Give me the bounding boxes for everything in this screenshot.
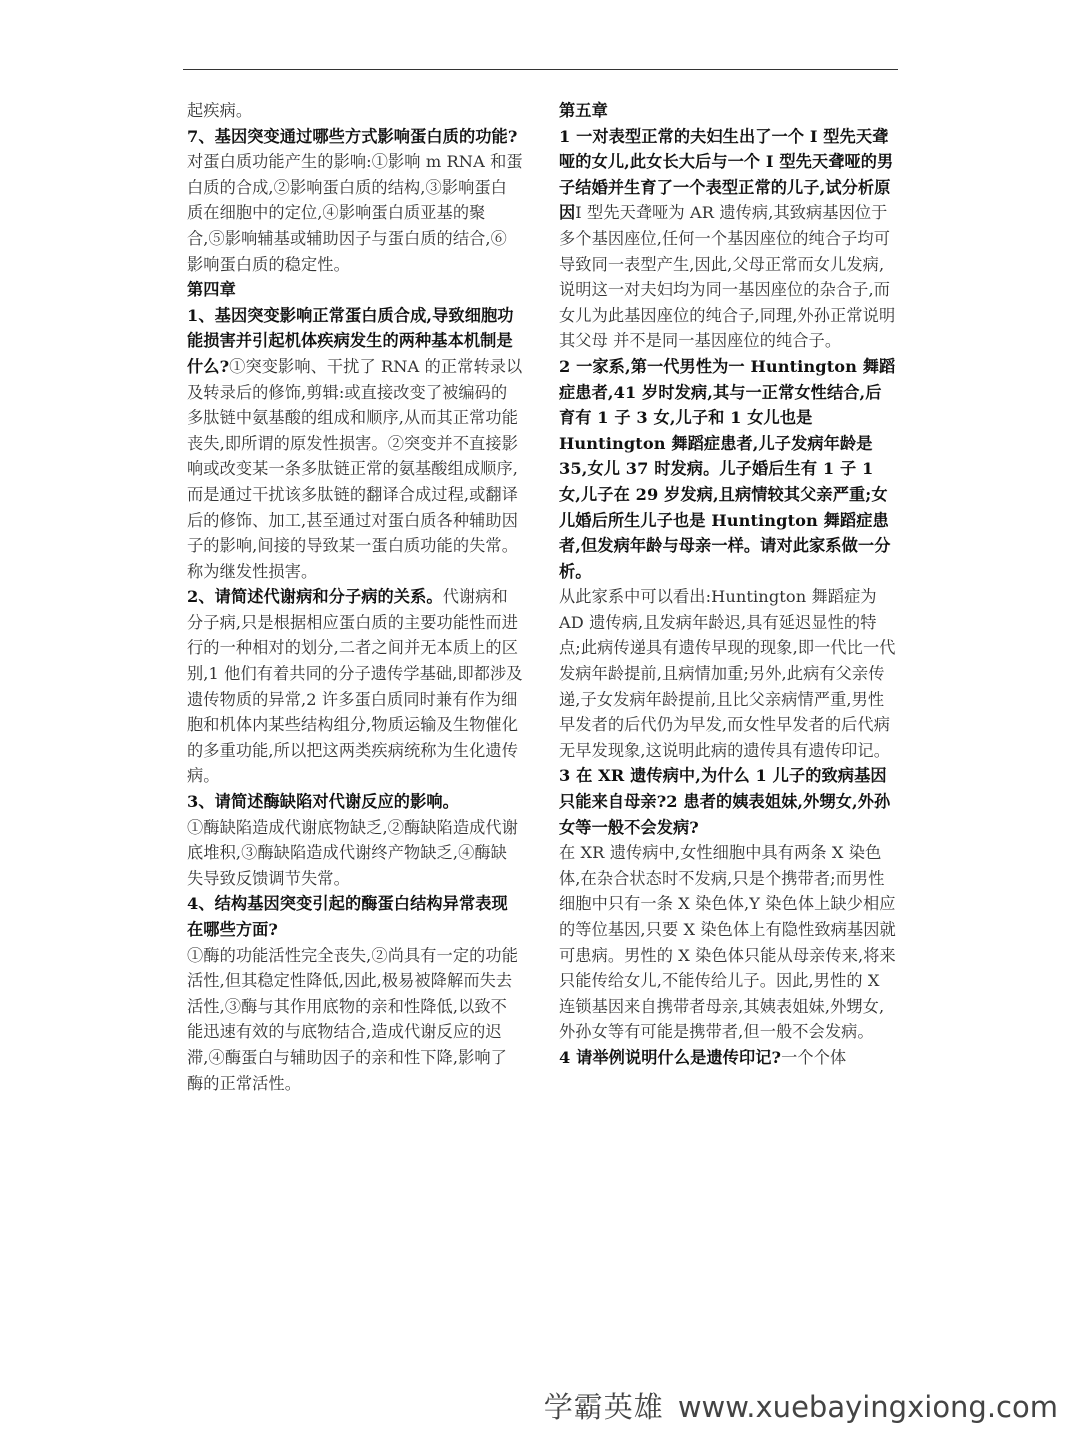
right-column <box>559 98 896 1071</box>
answer-paragraph: 从此家系中可以看出:Huntington 舞蹈症为 AD 遗传病,且发病年龄迟,具有延迟显性的特点;此病传递具有遗传早现的现象,即一代比一代发病年龄提前,且病情加重;另外,此病有父亲传递,子女发病年龄提前,且比父亲病情严重,男性早发者的后代仍为早发,而女性早发者的后代病无早发现象,这说明此病的遗传具有遗传印记。 <box>559 587 896 760</box>
answer-paragraph: 在 XR 遗传病中,女性细胞中具有两条 X 染色体,在杂合状态时不发病,只是个携带者;而男性细胞中只有一条 X 染色体,Y 染色体上缺少相应的等位基因,只要 X 染色体上有隐性致病基因就可患病。男性的 X 染色体只能从母亲传来,将来只能传给女儿,不能传给儿子。因此,男性的 X 连锁基因来自携带者母亲,其姨表姐妹,外甥女,外孙女等有可能是携带者,但一般不会发病。 <box>559 843 896 1042</box>
question-text: 2、请简述代谢病和分子病的关系。 <box>187 587 443 607</box>
question-answer <box>187 303 523 585</box>
site-url: www.xuebayingxiong.com <box>677 1390 1058 1424</box>
question-answer <box>559 1045 896 1071</box>
answer-text: ①突变影响、干扰了 RNA 的正常转录以及转录后的修饰,剪辑:或直接改变了被编码的多肽链中氨基酸的组成和顺序,从而其正常功能丧失,即所谓的原发性损害。②突变并不直接影响或改变某一条多肽链正常的氨基酸组成顺序,而是通过干扰该多肽链的翻译合成过程,或翻译后的修饰、加工,甚至通过对蛋白质各种辅助因子的影响,间接的导致某一蛋白质功能的失常。称为继发性损害。 <box>187 356 523 581</box>
question-answer <box>559 124 896 354</box>
answer-text: 代谢病和分子病,只是根据相应蛋白质的主要功能性而进行的一种相对的划分,二者之间并无本质上的区别,1 他们有着共同的分子遗传学基础,即都涉及遗传物质的异常,2 许多蛋白质同时兼有作为细胞和机体内某些结构组分,物质运输及生物催化的多重功能,所以把这两类疾病统称为生化遗传病。 <box>187 587 523 786</box>
answer-text: I 型先天聋哑为 AR 遗传病,其致病基因位于多个基因座位,任何一个基因座位的纯合子均可导致同一表型产生,因此,父母正常而女儿发病,说明这一对夫妇均为同一基因座位的杂合子,而女儿为此基因座位的纯合子,同理,外孙正常说明其父母 并不是同一基因座位的纯合子。 <box>559 203 896 351</box>
question-text: 1 一对表型正常的夫妇生出了一个 I 型先天聋哑的女儿,此女长大后与一个 I 型先天聋哑的男子结婚并生育了一个表型正常的儿子,试分析原因 <box>559 126 894 223</box>
paragraph: 起疾病。 <box>187 101 253 120</box>
answer-paragraph: ①酶的功能活性完全丧失,②尚具有一定的功能活性,但其稳定性降低,因此,极易被降解而失去活性,③酶与其作用底物的亲和性降低,以致不能迅速有效的与底物结合,造成代谢反应的迟滞,④酶蛋白与辅助因子的亲和性下降,影响了酶的正常活性。 <box>187 945 518 1093</box>
question-text: 1、基因突变影响正常蛋白质合成,导致细胞功能损害并引起机体疾病发生的两种基本机制是什么? <box>187 305 514 376</box>
question-heading: 7、基因突变通过哪些方式影响蛋白质的功能? <box>187 126 518 146</box>
chapter-heading: 第五章 <box>559 101 608 120</box>
question-heading: 4、结构基因突变引起的酶蛋白结构异常表现在哪些方面? <box>187 894 508 939</box>
answer-paragraph: ①酶缺陷造成代谢底物缺乏,②酶缺陷造成代谢底堆积,③酶缺陷造成代谢终产物缺乏,④酶缺失导致反馈调节失常。 <box>187 817 518 888</box>
answer-paragraph: 对蛋白质功能产生的影响:①影响 m RNA 和蛋白质的合成,②影响蛋白质的结构,③影响蛋白质在细胞中的定位,④影响蛋白质亚基的聚合,⑤影响辅基或辅助因子与蛋白质的结合,⑥影响蛋白质的稳定性。 <box>187 152 523 274</box>
chapter-heading: 第四章 <box>187 280 236 300</box>
question-answer <box>187 584 523 789</box>
answer-text: 一个个体 <box>781 1047 847 1067</box>
left-column <box>187 98 523 1096</box>
header-rule <box>183 69 898 70</box>
question-text: 4 请举例说明什么是遗传印记? <box>559 1047 782 1067</box>
site-watermark <box>544 1385 1058 1426</box>
question-heading: 2 一家系,第一代男性为一 Huntington 舞蹈症患者,41 岁时发病,其与一正常女性结合,后育有 1 子 3 女,儿子和 1 女儿也是 Huntington 舞蹈症患者,儿子发病年龄是 35,女儿 37 时发病。儿子婚后生有 1 子 1 女,儿子在 29 岁发病,且病情较其父亲严重;女儿婚后所生儿子也是 Huntington 舞蹈症患者,但发病年龄与母亲一样。请对此家系做一分析。 <box>559 356 896 581</box>
question-heading: 3 在 XR 遗传病中,为什么 1 儿子的致病基因只能来自母亲?2 患者的姨表姐妹,外甥女,外孙女等一般不会发病? <box>559 766 891 837</box>
question-heading: 3、请简述酶缺陷对代谢反应的影响。 <box>187 792 459 812</box>
site-name: 学霸英雄 <box>543 1390 664 1424</box>
